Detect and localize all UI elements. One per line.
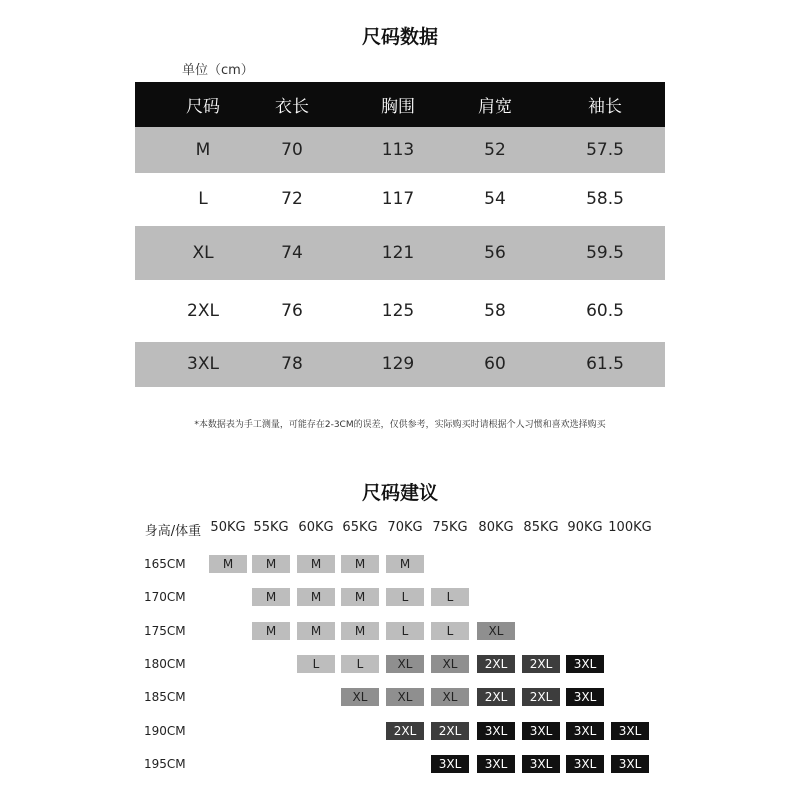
table-cell: M [195,139,211,160]
size-recommendation-cell: L [431,588,469,606]
size-recommendation-cell: XL [386,688,424,706]
weight-header: 75KG [432,520,468,535]
size-recommendation-cell: XL [431,655,469,673]
size-recommendation-cell: L [386,622,424,640]
size-recommendation-cell: L [431,622,469,640]
size-recommendation-cell: 3XL [566,688,604,706]
table-cell: 60.5 [586,300,624,321]
size-recommendation-cell: M [209,555,247,573]
table-cell: 129 [381,354,415,375]
table-cell: 58.5 [586,189,624,210]
weight-header: 65KG [342,520,378,535]
size-recommendation-cell: M [341,588,379,606]
table-cell: 76 [281,300,303,321]
table-row [135,280,665,342]
table-row [135,173,665,227]
table-cell: 61.5 [586,354,624,375]
size-recommendation-cell: M [252,555,290,573]
size-recommendation-cell: L [386,588,424,606]
weight-header: 80KG [478,520,514,535]
table-cell: 58 [484,300,506,321]
size-recommendation-cell: M [297,622,335,640]
height-label: 170CM [144,590,186,604]
height-label: 185CM [144,690,186,704]
table-row [135,226,665,280]
size-recommendation-cell: M [341,622,379,640]
table-cell: 113 [381,139,415,160]
height-label: 190CM [144,724,186,738]
table-cell: 衣长 [275,97,309,117]
table-cell: 肩宽 [478,97,512,117]
table-cell: 尺码 [186,97,220,117]
size-recommendation-cell: 3XL [611,755,649,773]
size-recommendation-cell: 2XL [522,688,560,706]
size-recommendation-cell: L [297,655,335,673]
size-recommendation-cell: 3XL [477,755,515,773]
weight-header: 70KG [387,520,423,535]
table-row [135,342,665,388]
size-recommendation-cell: 2XL [477,688,515,706]
table-cell: 125 [381,300,415,321]
table-cell: 56 [484,242,506,263]
size-recommendation-cell: XL [477,622,515,640]
size-recommendation-cell: M [341,555,379,573]
size-recommendation-cell: 3XL [522,755,560,773]
height-label: 180CM [144,657,186,671]
table-cell: 59.5 [586,242,624,263]
table-cell: 60 [484,354,506,375]
table-cell: 52 [484,139,506,160]
size-recommendation-cell: M [252,622,290,640]
weight-header: 100KG [608,520,652,535]
height-label: 165CM [144,557,186,571]
recommendation-title: 尺码建议 [361,482,438,504]
size-recommendation-cell: 3XL [566,722,604,740]
size-recommendation-cell: M [297,588,335,606]
size-recommendation-cell: XL [431,688,469,706]
weight-header: 60KG [298,520,334,535]
size-recommendation-cell: 3XL [566,755,604,773]
size-recommendation-cell: 2XL [431,722,469,740]
height-label: 195CM [144,757,186,771]
size-table [135,82,665,387]
table-cell: 70 [281,139,303,160]
weight-header: 50KG [210,520,246,535]
size-recommendation-cell: M [386,555,424,573]
table-cell: 袖长 [588,97,622,117]
unit-label: 单位（cm） [182,63,254,78]
size-data-title: 尺码数据 [361,26,438,48]
weight-header: 55KG [253,520,289,535]
corner-label: 身高/体重 [144,524,202,539]
table-cell: 78 [281,354,303,375]
table-cell: 3XL [187,354,219,375]
size-recommendation-cell: 2XL [522,655,560,673]
size-recommendation-cell: M [252,588,290,606]
size-recommendation-cell: 3XL [477,722,515,740]
weight-header: 85KG [523,520,559,535]
measurement-note: *本数据表为手工测量，可能存在2-3CM的误差，仅供参考，实际购买时请根据个人习惯和喜欢选择购买 [194,420,606,430]
table-cell: 57.5 [586,139,624,160]
weight-header: 90KG [567,520,603,535]
table-cell: 121 [381,242,415,263]
table-cell: 54 [484,189,506,210]
height-label: 175CM [144,624,186,638]
table-cell: 72 [281,189,303,210]
size-recommendation-cell: XL [341,688,379,706]
table-cell: L [198,189,208,210]
table-cell: 2XL [187,300,219,321]
table-cell: 117 [381,189,415,210]
size-recommendation-cell: 3XL [611,722,649,740]
table-cell: 胸围 [381,97,415,117]
size-recommendation-cell: XL [386,655,424,673]
size-recommendation-cell: 3XL [522,722,560,740]
size-recommendation-cell: L [341,655,379,673]
table-cell: XL [192,242,214,263]
size-recommendation-cell: 3XL [431,755,469,773]
table-cell: 74 [281,242,303,263]
size-recommendation-cell: M [297,555,335,573]
table-row [135,127,665,173]
size-recommendation-cell: 2XL [477,655,515,673]
size-recommendation-cell: 3XL [566,655,604,673]
size-recommendation-cell: 2XL [386,722,424,740]
table-header [135,82,665,127]
